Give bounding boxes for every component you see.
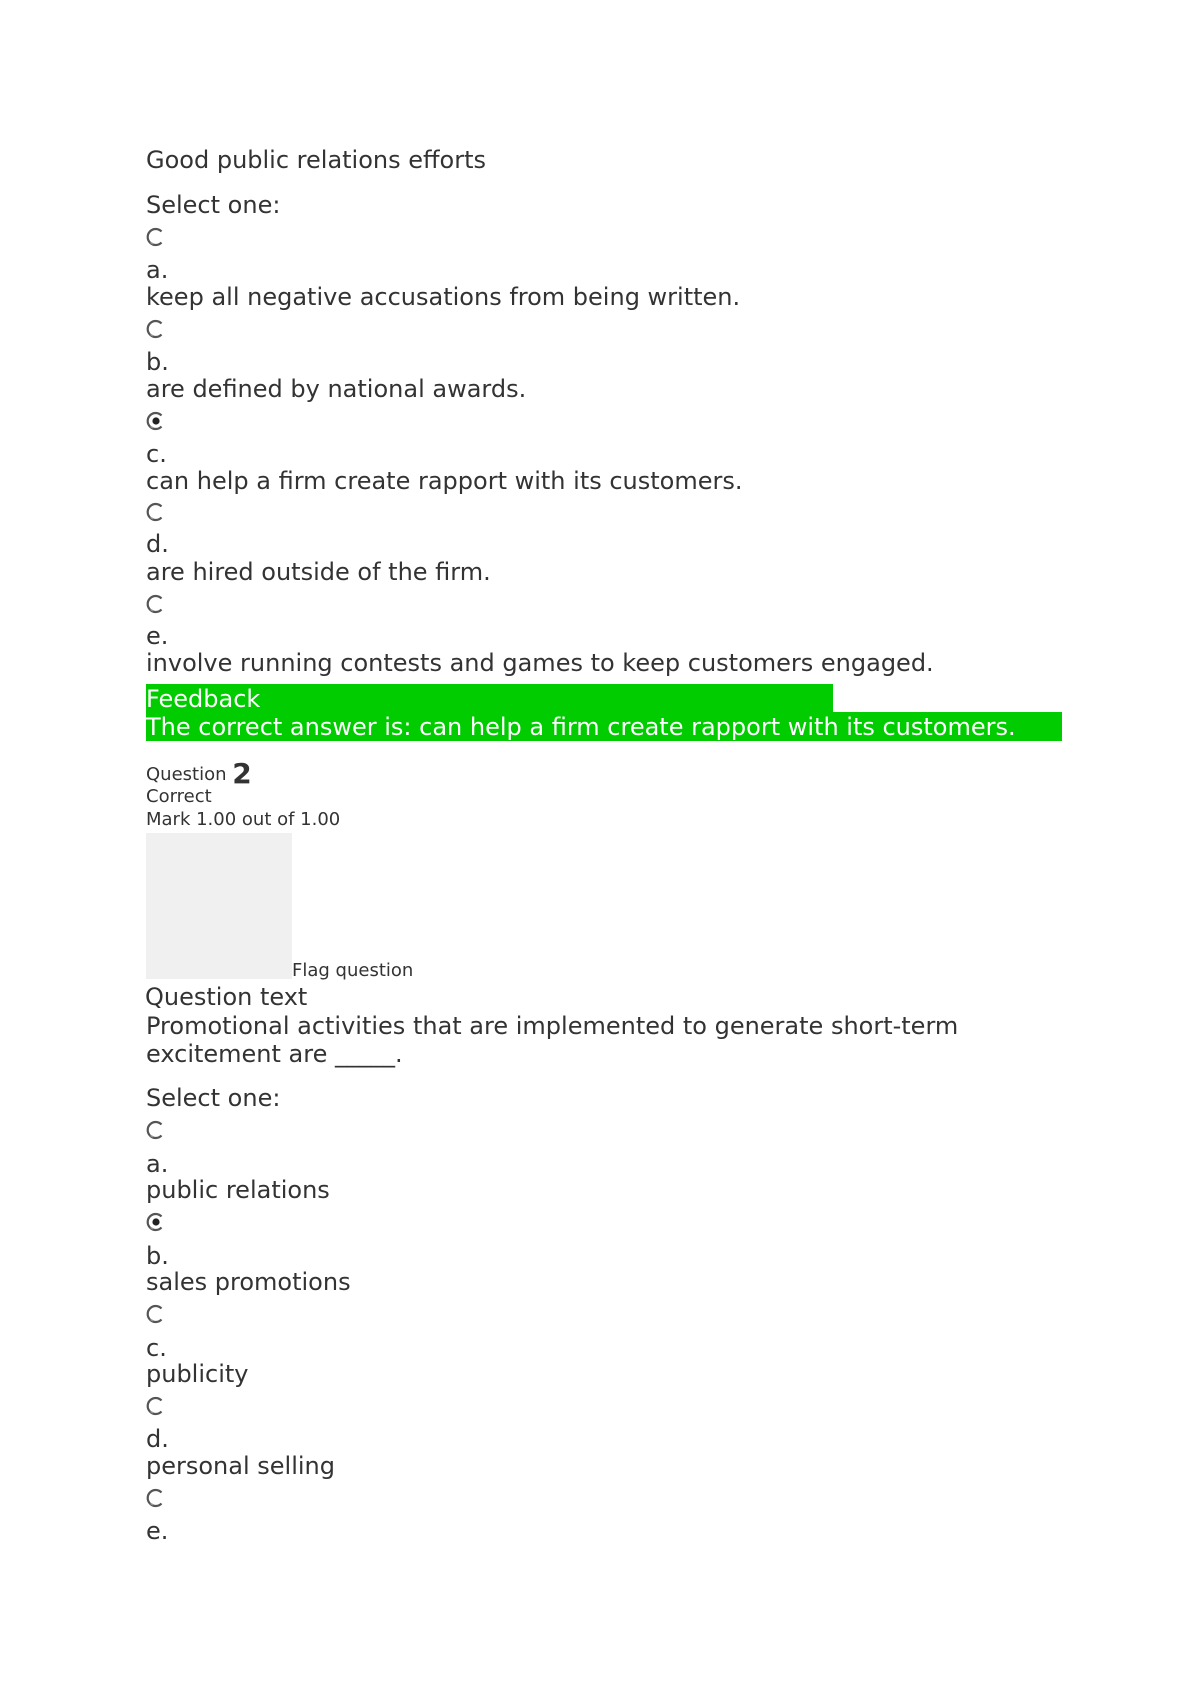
question-2-option-d-text: personal selling xyxy=(146,1452,335,1480)
question-1-radio-e[interactable] xyxy=(146,594,166,614)
question-1-option-b-letter: b. xyxy=(146,348,169,376)
question-2-label: Question xyxy=(146,764,227,785)
feedback-title: Feedback xyxy=(146,685,261,713)
question-2-mark: Mark 1.00 out of 1.00 xyxy=(146,809,341,830)
question-2-number: 2 xyxy=(232,757,252,790)
question-2-option-b-text: sales promotions xyxy=(146,1268,351,1296)
question-2-radio-b-selected[interactable] xyxy=(146,1212,166,1232)
question-1-option-e-letter: e. xyxy=(146,622,169,650)
question-1-option-a-text: keep all negative accusations from being written. xyxy=(146,283,741,311)
question-1-radio-c-selected[interactable] xyxy=(146,411,166,431)
flag-question-link[interactable]: Flag question xyxy=(292,960,414,981)
flag-question-icon[interactable] xyxy=(146,833,292,979)
question-1-radio-a[interactable] xyxy=(146,227,166,247)
question-2-header xyxy=(146,757,252,790)
question-1-option-d-letter: d. xyxy=(146,530,169,558)
question-2-radio-e[interactable] xyxy=(146,1488,166,1508)
question-1-option-d-text: are hired outside of the firm. xyxy=(146,558,491,586)
question-2-radio-d[interactable] xyxy=(146,1396,166,1416)
question-2-radio-c[interactable] xyxy=(146,1304,166,1324)
question-2-option-c-text: publicity xyxy=(146,1360,249,1388)
question-1-radio-d[interactable] xyxy=(146,502,166,522)
question-2-stem-line1: Promotional activities that are implemented to generate short-term xyxy=(146,1012,959,1040)
question-1-option-b-text: are defined by national awards. xyxy=(146,375,527,403)
question-1-radio-b[interactable] xyxy=(146,319,166,339)
question-1-select-label: Select one: xyxy=(146,191,281,219)
question-2-radio-a[interactable] xyxy=(146,1120,166,1140)
question-2-option-c-letter: c. xyxy=(146,1334,167,1362)
question-1-stem: Good public relations efforts xyxy=(146,146,487,174)
question-2-option-e-letter: e. xyxy=(146,1517,169,1545)
question-2-option-a-text: public relations xyxy=(146,1176,330,1204)
question-2-stem-line2: excitement are _____. xyxy=(146,1040,403,1068)
question-1-option-e-text: involve running contests and games to keep customers engaged. xyxy=(146,649,934,677)
question-1-option-a-letter: a. xyxy=(146,256,169,284)
question-text-heading: Question text xyxy=(145,983,308,1011)
question-2-option-d-letter: d. xyxy=(146,1425,169,1453)
question-1-option-c-text: can help a firm create rapport with its customers. xyxy=(146,467,743,495)
question-1-option-c-letter: c. xyxy=(146,440,167,468)
question-2-option-b-letter: b. xyxy=(146,1242,169,1270)
feedback-correct-answer: The correct answer is: can help a firm create rapport with its customers. xyxy=(146,713,1016,741)
question-2-status: Correct xyxy=(146,786,212,807)
question-2-select-label: Select one: xyxy=(146,1084,281,1112)
question-2-option-a-letter: a. xyxy=(146,1150,169,1178)
